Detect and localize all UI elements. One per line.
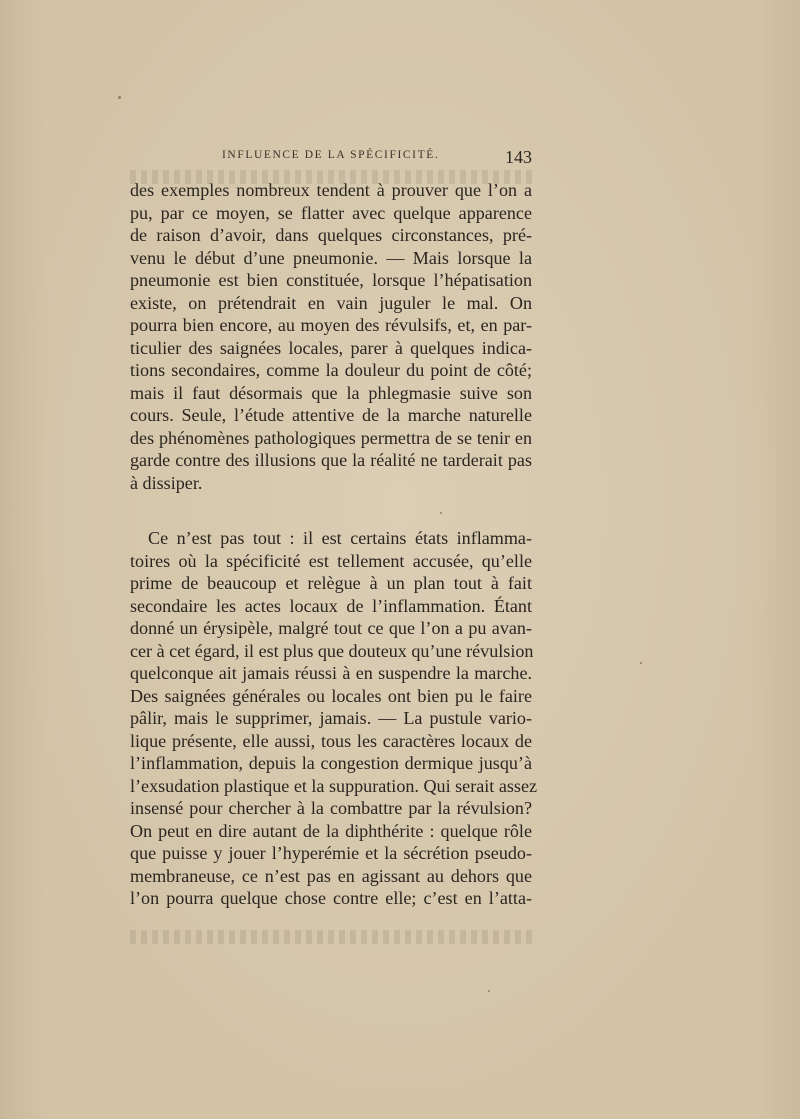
text-line: mais il faut désormais que la phlegmasie suive son [130,382,532,403]
text-line: à dissiper. [130,472,203,493]
text-line: secondaire les actes locaux de l’inflammation. Étant [130,595,532,616]
text-line: membraneuse, ce n’est pas en agissant au dehors que [130,865,532,886]
text-line: des phénomènes pathologiques permettra de se tenir en [130,427,532,448]
text-line: ticulier des saignées locales, parer à quelques indica- [130,337,532,358]
text-line: pourra bien encore, au moyen des révulsifs, et, en par- [130,315,532,335]
text-line: lique présente, elle aussi, tous les caractères locaux de [130,730,532,751]
paragraph-1 [130,179,532,494]
text-line: tions secondaires, comme la douleur du point de côté; [130,360,532,380]
paper-speck [488,990,490,992]
page-number: 143 [505,147,532,167]
text-line: cours. Seule, l’étude attentive de la marche naturelle [130,405,532,425]
text-line: pu, par ce moyen, se flatter avec quelque apparence [130,202,532,223]
text-line: de raison d’avoir, dans quelques circonstances, pré- [130,225,532,245]
running-title: INFLUENCE DE LA SPÉCIFICITÉ. [222,149,440,161]
text-line: des exemples nombreux tendent à prouver que l’on a [130,180,532,200]
paragraph-2 [130,527,538,910]
text-line: cer à cet égard, il est plus que douteux qu’une révulsion [130,640,534,661]
text-line: quelconque ait jamais réussi à en suspendre la marche. [130,663,532,683]
text-line: prime de beaucoup et relègue à un plan tout à fait [130,573,532,593]
text-line: existe, on prétendrait en vain juguler le mal. On [130,292,532,313]
text-line: Des saignées générales ou locales ont bien pu le faire [130,685,532,706]
text-line: pneumonie est bien constituée, lorsque l’hépatisation [130,270,532,290]
text-line: garde contre des illusions que la réalité ne tarderait pas [130,450,532,470]
text-line: que puisse y jouer l’hyperémie et la sécrétion pseudo- [130,843,532,863]
paper-speck [440,512,442,514]
paper-speck [118,96,121,99]
paper-speck [640,662,642,664]
text-line: donné un érysipèle, malgré tout ce que l’on a pu avan- [130,618,532,638]
running-head [130,147,532,169]
text-line: On peut en dire autant de la diphthérite : quelque rôle [130,820,532,841]
text-line: l’inflammation, depuis la congestion dermique jusqu’à [130,753,532,773]
text-line: pâlir, mais le supprimer, jamais. — La pustule vario- [130,708,532,728]
text-line: toires où la spécificité est tellement accusée, qu’elle [130,550,532,571]
text-line: l’exsudation plastique et la suppuration. Qui serait assez [130,775,538,796]
text-line: l’on pourra quelque chose contre elle; c’est en l’atta- [130,888,532,908]
show-through-text [130,930,532,944]
text-line: venu le début d’une pneumonie. — Mais lorsque la [130,247,532,268]
text-line: insensé pour chercher à la combattre par la révulsion? [130,798,532,818]
text-line: Ce n’est pas tout : il est certains états inflamma- [148,528,532,548]
